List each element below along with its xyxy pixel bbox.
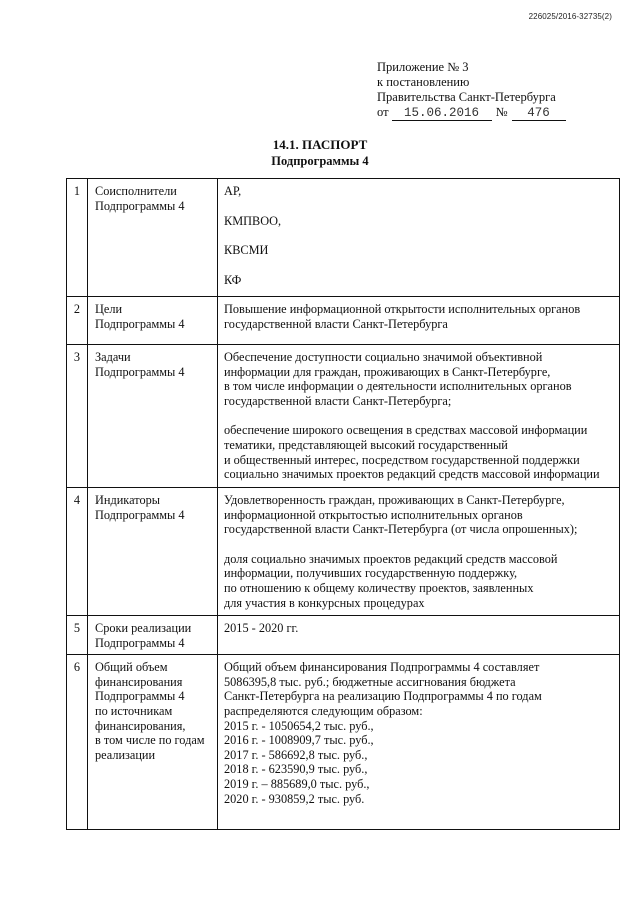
label-line: Подпрограммы 4 [95,635,185,650]
co-executor-kvsmi: КВСМИ [224,243,269,258]
label-line: Подпрограммы 4 [95,364,185,379]
appendix-date-number-line [377,105,566,121]
table-row [67,488,620,616]
appendix-resolution-ref: к постановлению [377,75,470,89]
table-row [67,655,620,830]
row-value [218,488,620,616]
funding-2020: 2020 г. - 930859,2 тыс. руб. [224,791,365,806]
value-line: государственной власти Санкт-Петербурга [224,316,448,331]
funding-2019: 2019 г. – 885689,0 тыс. руб., [224,776,370,791]
table-row [67,616,620,655]
label-line: Задачи [95,350,131,364]
co-executor-ar: АР, [224,184,242,198]
label-line: Сроки реализации [95,621,192,635]
row-number: 1 [67,179,88,297]
value-line: в том числе информации о деятельности исполнительных органов [224,379,572,394]
co-executor-kf: КФ [224,272,242,287]
row-value [218,179,620,297]
resolution-date: 15.06.2016 [392,107,492,121]
value-line: по отношению к общему количеству проектов, заявленных [224,580,534,595]
row-value [218,655,620,830]
row-number: 4 [67,488,88,616]
table-row [67,179,620,297]
value-line: информации для граждан, проживающих в Санкт-Петербурге, [224,364,551,379]
label-line: Подпрограммы 4 [95,198,185,213]
value-line: Обеспечение доступности социально значимой объективной [224,350,543,364]
value-line: 5086395,8 тыс. руб.; бюджетные ассигнования бюджета [224,674,516,689]
row-value [218,297,620,345]
value-line: для участия в конкурсных процедурах [224,595,425,610]
value-line: тематики, представляющей высокий государственный [224,437,508,452]
row-label [88,297,218,345]
label-line: финансирования [95,674,183,689]
label-line: Общий объем [95,660,168,675]
row-label [88,616,218,655]
table-row [67,345,620,488]
row-label [88,488,218,616]
value-line: Повышение информационной открытости исполнительных органов [224,302,581,316]
implementation-period: 2015 - 2020 гг. [224,621,299,635]
label-line: реализации [95,747,156,762]
document-registration-number: 226025/2016-32735(2) [528,12,612,21]
value-line: доля социально значимых проектов редакций средств массовой [224,551,558,566]
value-line: информационной открытостью исполнительных органов [224,507,523,522]
value-line: социально значимых проектов редакций средств массовой информации [224,467,600,482]
passport-title-line: 14.1. ПАСПОРТ [272,137,368,152]
funding-2017: 2017 г. - 586692,8 тыс. руб., [224,747,368,762]
value-line: государственной власти Санкт-Петербурга (от числа опрошенных); [224,522,578,537]
label-line: Цели [95,302,123,316]
row-value [218,616,620,655]
appendix-government: Правительства Санкт-Петербурга [377,90,556,104]
value-line: государственной власти Санкт-Петербурга; [224,393,452,408]
label-line: в том числе по годам [95,733,205,748]
row-value [218,345,620,488]
row-label [88,655,218,830]
funding-2015: 2015 г. - 1050654,2 тыс. руб., [224,718,374,733]
co-executor-kmpvoo: КМПВОО, [224,213,282,228]
value-line: обеспечение широкого освещения в средствах массовой информации [224,423,588,438]
appendix-header [377,60,566,121]
row-label [88,179,218,297]
value-line: распределяются следующим образом: [224,703,423,718]
passport-table [66,178,620,830]
label-line: финансирования, [95,718,186,733]
label-line: Соисполнители [95,184,177,198]
value-line: Общий объем финансирования Подпрограммы 4 составляет [224,660,540,675]
resolution-number: 476 [512,107,566,121]
value-line: и общественный интерес, посредством государственной поддержки [224,452,580,467]
value-line: Удовлетворенность граждан, проживающих в Санкт-Петербурге, [224,493,565,507]
value-line: информации, получивших государственную поддержку, [224,566,518,581]
value-line: Санкт-Петербурга на реализацию Подпрограммы 4 по годам [224,689,542,704]
table-row [67,297,620,345]
label-line: Подпрограммы 4 [95,507,185,522]
number-label: № [495,105,508,119]
row-number: 3 [67,345,88,488]
label-line: по источникам [95,703,173,718]
row-label [88,345,218,488]
label-line: Индикаторы [95,493,160,507]
date-prefix: от [377,105,389,119]
passport-title [0,137,640,169]
row-number: 2 [67,297,88,345]
funding-2016: 2016 г. - 1008909,7 тыс. руб., [224,733,374,748]
row-number: 6 [67,655,88,830]
appendix-title: Приложение № 3 [377,60,469,74]
label-line: Подпрограммы 4 [95,316,185,331]
funding-2018: 2018 г. - 623590,9 тыс. руб., [224,762,368,777]
row-number: 5 [67,616,88,655]
label-line: Подпрограммы 4 [95,689,185,704]
subprogram-title-line: Подпрограммы 4 [271,154,369,168]
